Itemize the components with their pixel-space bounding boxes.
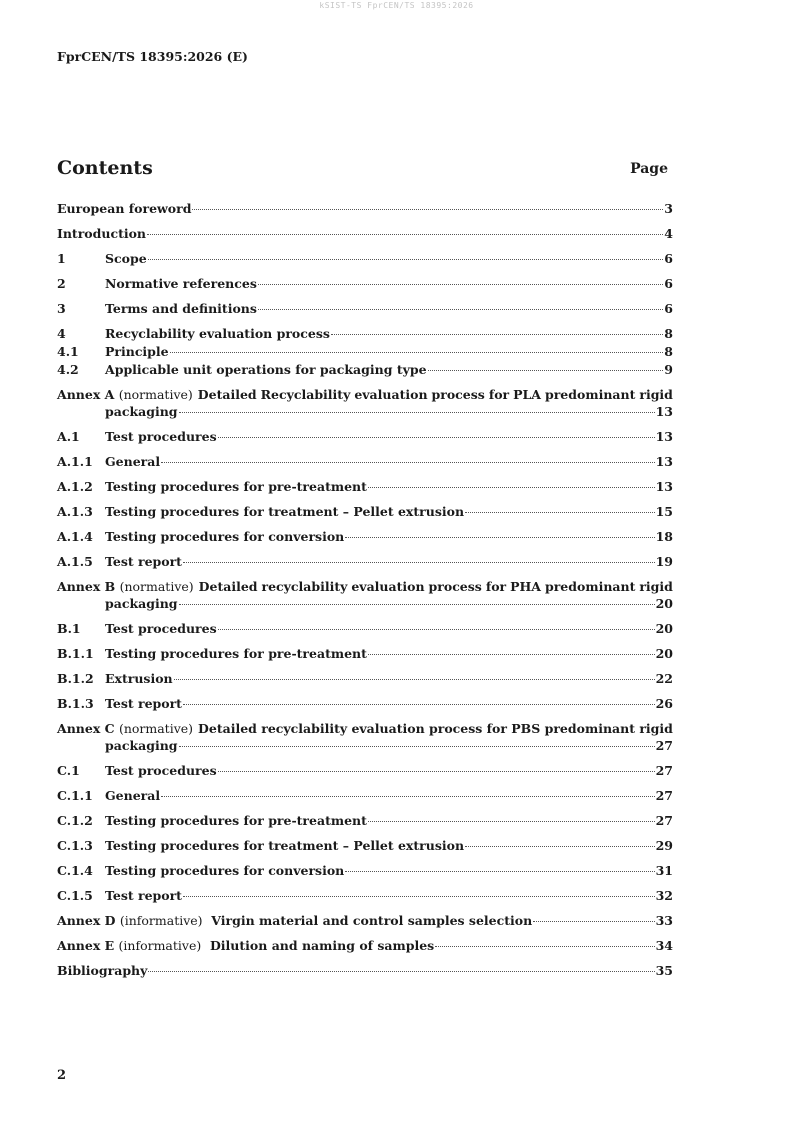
dot-leader	[161, 796, 654, 797]
toc-entry-normative-references[interactable]	[57, 275, 673, 292]
dot-leader	[161, 462, 654, 463]
dot-leader	[465, 512, 655, 513]
annex-label: Annex D	[57, 913, 116, 928]
toc-entry-bibliography[interactable]	[57, 962, 673, 979]
toc-page: 6	[664, 276, 673, 291]
dot-leader	[465, 846, 655, 847]
toc-page: 33	[655, 913, 673, 928]
toc-entry-terms-definitions[interactable]	[57, 300, 673, 317]
toc-entry-c1-5[interactable]	[57, 887, 673, 904]
dot-leader	[183, 562, 655, 563]
toc-entry-b1-1[interactable]	[57, 645, 673, 662]
toc-entry-principle[interactable]	[57, 343, 673, 360]
dot-leader	[368, 487, 655, 488]
toc-entry-a1-2[interactable]	[57, 478, 673, 495]
dot-leader	[174, 679, 655, 680]
dot-leader	[218, 437, 655, 438]
annex-type: (informative)	[118, 938, 202, 953]
toc-page: 32	[655, 888, 673, 903]
toc-page: 20	[655, 596, 673, 611]
annex-type: (normative)	[119, 579, 194, 594]
toc-number: C.1	[57, 763, 80, 778]
dot-leader	[179, 604, 655, 605]
toc-entry-c1-3[interactable]	[57, 837, 673, 854]
toc-title: Testing procedures for pre-treatment	[105, 646, 367, 661]
toc-number: C.1.1	[57, 788, 93, 803]
toc-title: Bibliography	[57, 963, 148, 978]
dot-leader	[258, 309, 663, 310]
toc-page: 26	[655, 696, 673, 711]
annex-label: Annex B	[57, 579, 116, 594]
toc-page: 13	[655, 404, 673, 419]
toc-number: A.1.1	[57, 454, 93, 469]
dot-leader	[192, 209, 663, 210]
dot-leader	[148, 259, 664, 260]
toc-page: 27	[655, 763, 673, 778]
contents-heading: Contents	[57, 157, 153, 179]
annex-title-line2: packaging	[105, 596, 178, 611]
page-column-heading: Page	[630, 161, 668, 177]
toc-entry-b1[interactable]	[57, 620, 673, 637]
toc-entry-a1-5[interactable]	[57, 553, 673, 570]
toc-page: 13	[655, 479, 673, 494]
annex-label: Annex A	[57, 387, 115, 402]
toc-number: 2	[57, 276, 66, 291]
toc-title: Test procedures	[105, 621, 217, 636]
toc-number: B.1	[57, 621, 81, 636]
dot-leader	[183, 896, 655, 897]
toc-entry-a1-3[interactable]	[57, 503, 673, 520]
toc-number: C.1.3	[57, 838, 93, 853]
dot-leader	[428, 370, 664, 371]
annex-title-line2: packaging	[105, 404, 178, 419]
toc-title: Testing procedures for treatment – Pellet extrusion	[105, 838, 465, 853]
toc-number: 4.2	[57, 362, 79, 377]
toc-number: C.1.5	[57, 888, 93, 903]
dot-leader	[435, 946, 654, 947]
toc-page: 8	[664, 326, 673, 341]
toc-page: 9	[664, 362, 673, 377]
toc-entry-a1-4[interactable]	[57, 528, 673, 545]
toc-title: Applicable unit operations for packaging type	[105, 362, 427, 377]
annex-label: Annex C	[57, 721, 115, 736]
toc-number: B.1.2	[57, 671, 94, 686]
toc-page: 22	[655, 671, 673, 686]
toc-entry-a1-1[interactable]	[57, 453, 673, 470]
toc-number: A.1.2	[57, 479, 93, 494]
toc-page: 8	[664, 344, 673, 359]
toc-page: 13	[655, 454, 673, 469]
toc-title: General	[105, 454, 161, 469]
toc-title: Terms and definitions	[105, 301, 257, 316]
toc-entry-european-foreword[interactable]	[57, 200, 673, 217]
toc-entry-annex-e[interactable]	[57, 937, 673, 954]
toc-title: Test procedures	[105, 429, 217, 444]
toc-entry-a1[interactable]	[57, 428, 673, 445]
toc-number: A.1.4	[57, 529, 93, 544]
annex-title-line1: Detailed recyclability evaluation process for PBS predominant rigid	[198, 721, 673, 736]
toc-page: 15	[655, 504, 673, 519]
toc-page: 13	[655, 429, 673, 444]
dot-leader	[170, 352, 664, 353]
toc-title: Recyclability evaluation process	[105, 326, 330, 341]
toc-entry-unit-operations[interactable]	[57, 361, 673, 378]
toc-page: 20	[655, 646, 673, 661]
toc-page: 35	[655, 963, 673, 978]
toc-title: Testing procedures for pre-treatment	[105, 479, 367, 494]
page-number: 2	[57, 1068, 67, 1083]
toc-title: Testing procedures for conversion	[105, 863, 345, 878]
toc-title: Testing procedures for conversion	[105, 529, 345, 544]
dot-leader	[345, 871, 654, 872]
toc-number: A.1.5	[57, 554, 93, 569]
document-id: FprCEN/TS 18395:2026 (E)	[57, 49, 248, 64]
toc-entry-introduction[interactable]	[57, 225, 673, 242]
toc-title: General	[105, 788, 161, 803]
toc-number: B.1.3	[57, 696, 94, 711]
annex-title-line1: Detailed Recyclability evaluation process for PLA predominant rigid	[197, 387, 673, 402]
toc-entry-annex-d[interactable]	[57, 912, 673, 929]
toc-entry-c1[interactable]	[57, 762, 673, 779]
watermark: kSIST-TS FprCEN/TS 18395:2026	[319, 1, 474, 10]
toc-number: A.1	[57, 429, 80, 444]
dot-leader	[179, 412, 655, 413]
toc-title: Test procedures	[105, 763, 217, 778]
toc-title: Testing procedures for treatment – Pellet extrusion	[105, 504, 465, 519]
annex-type: (normative)	[118, 387, 193, 402]
annex-type: (normative)	[118, 721, 194, 736]
dot-leader	[183, 704, 655, 705]
dot-leader	[218, 771, 655, 772]
toc-title: Introduction	[57, 226, 147, 241]
toc-page: 27	[655, 813, 673, 828]
toc-entry-c1-4[interactable]	[57, 862, 673, 879]
toc-entry-b1-3[interactable]	[57, 695, 673, 712]
toc-page: 20	[655, 621, 673, 636]
toc-number: 1	[57, 251, 66, 266]
toc-page: 3	[664, 201, 673, 216]
toc-page: 27	[655, 738, 673, 753]
dot-leader	[148, 971, 654, 972]
toc-entry-annex-b[interactable]	[57, 578, 673, 612]
dot-leader	[331, 334, 663, 335]
dot-leader	[368, 821, 655, 822]
dot-leader	[218, 629, 655, 630]
annex-type: (informative)	[119, 913, 203, 928]
toc-entry-scope[interactable]	[57, 250, 673, 267]
toc-title: Test report	[105, 696, 182, 711]
toc-page: 29	[655, 838, 673, 853]
toc-entry-c1-2[interactable]	[57, 812, 673, 829]
toc-title: Test report	[105, 554, 182, 569]
toc-entry-c1-1[interactable]	[57, 787, 673, 804]
toc-number: A.1.3	[57, 504, 93, 519]
toc-number: 4	[57, 326, 66, 341]
annex-label: Annex E	[57, 938, 115, 953]
toc-page: 19	[655, 554, 673, 569]
toc-title: Test report	[105, 888, 182, 903]
toc-entry-annex-c[interactable]	[57, 720, 673, 754]
toc-title: Testing procedures for pre-treatment	[105, 813, 367, 828]
dot-leader	[147, 234, 663, 235]
toc-entry-annex-a[interactable]	[57, 386, 673, 420]
toc-title: Virgin material and control samples selection	[211, 913, 533, 928]
dot-leader	[179, 746, 655, 747]
toc-number: B.1.1	[57, 646, 94, 661]
toc-title: Normative references	[105, 276, 257, 291]
toc-number: 3	[57, 301, 66, 316]
dot-leader	[533, 921, 654, 922]
table-of-contents	[57, 200, 673, 979]
dot-leader	[258, 284, 663, 285]
toc-page: 6	[664, 251, 673, 266]
toc-number: C.1.2	[57, 813, 93, 828]
dot-leader	[345, 537, 654, 538]
annex-title-line1: Detailed recyclability evaluation process for PHA predominant rigid	[198, 579, 673, 594]
annex-title-line2: packaging	[105, 738, 178, 753]
toc-number: C.1.4	[57, 863, 93, 878]
dot-leader	[368, 654, 655, 655]
toc-title: Principle	[105, 344, 169, 359]
toc-page: 34	[655, 938, 673, 953]
toc-page: 4	[664, 226, 673, 241]
toc-title: Extrusion	[105, 671, 173, 686]
toc-page: 27	[655, 788, 673, 803]
toc-page: 6	[664, 301, 673, 316]
toc-title: Scope	[105, 251, 147, 266]
toc-page: 31	[655, 863, 673, 878]
toc-entry-b1-2[interactable]	[57, 670, 673, 687]
toc-entry-recyclability-process[interactable]	[57, 325, 673, 342]
toc-title: Dilution and naming of samples	[209, 938, 435, 953]
toc-number: 4.1	[57, 344, 79, 359]
toc-title: European foreword	[57, 201, 192, 216]
toc-page: 18	[655, 529, 673, 544]
